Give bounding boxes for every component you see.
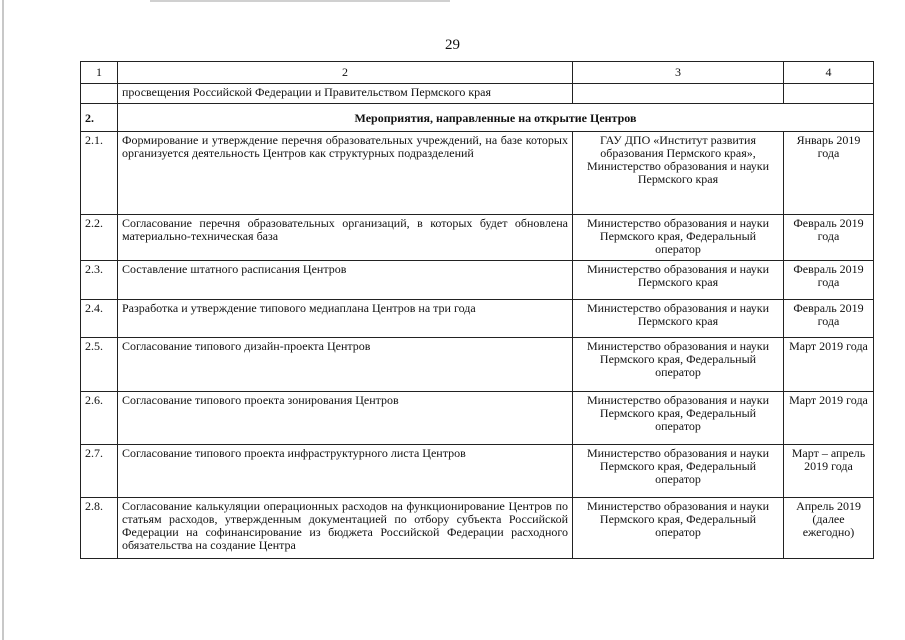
row-number: 2.1. (81, 132, 118, 215)
row-responsible: Министерство образования и науки Пермского края, Федеральный оператор (573, 215, 784, 261)
row-responsible: Министерство образования и науки Пермского края (573, 300, 784, 338)
plan-table (80, 61, 874, 559)
table-row-2-5 (81, 338, 874, 392)
scan-edge-top (150, 0, 450, 2)
row-deadline: Февраль 2019 года (784, 300, 874, 338)
scan-edge-left (2, 0, 4, 640)
row-description: Разработка и утверждение типового медиаплана Центров на три года (118, 300, 573, 338)
table-header-row (81, 62, 874, 84)
header-cell-2: 2 (118, 62, 573, 84)
table-row-2-2 (81, 215, 874, 261)
page-number: 29 (445, 37, 460, 53)
row-number: 2.6. (81, 392, 118, 445)
row-deadline: Февраль 2019 года (784, 215, 874, 261)
row-description: Согласование типового проекта инфраструктурного листа Центров (118, 445, 573, 498)
table-row-2-4 (81, 300, 874, 338)
row-responsible: ГАУ ДПО «Институт развития образования Пермского края», Министерство образования и науки Пермского края (573, 132, 784, 215)
row-deadline: Март 2019 года (784, 338, 874, 392)
row-description: Составление штатного расписания Центров (118, 261, 573, 300)
row-number: 2.8. (81, 498, 118, 559)
row-description: Формирование и утверждение перечня образовательных учреждений, на базе которых организуется деятельность Центров как структурных подразделений (118, 132, 573, 215)
row-deadline: Январь 2019 года (784, 132, 874, 215)
row-responsible: Министерство образования и науки Пермского края, Федеральный оператор (573, 392, 784, 445)
header-cell-3: 3 (573, 62, 784, 84)
row-number: 2.7. (81, 445, 118, 498)
table-row-2-3 (81, 261, 874, 300)
row-responsible: Министерство образования и науки Пермского края, Федеральный оператор (573, 338, 784, 392)
row-deadline: Март – апрель 2019 года (784, 445, 874, 498)
row-responsible: Министерство образования и науки Пермского края, Федеральный оператор (573, 498, 784, 559)
header-cell-1: 1 (81, 62, 118, 84)
table-row-2-7 (81, 445, 874, 498)
continuation-num-cell (81, 84, 118, 104)
row-number: 2.3. (81, 261, 118, 300)
section-title: Мероприятия, направленные на открытие Центров (118, 104, 874, 132)
row-description: Согласование типового проекта зонирования Центров (118, 392, 573, 445)
row-responsible: Министерство образования и науки Пермского края, Федеральный оператор (573, 445, 784, 498)
continuation-row (81, 84, 874, 104)
row-deadline: Февраль 2019 года (784, 261, 874, 300)
section-number: 2. (81, 104, 118, 132)
row-number: 2.2. (81, 215, 118, 261)
row-description: Согласование типового дизайн-проекта Центров (118, 338, 573, 392)
row-number: 2.4. (81, 300, 118, 338)
row-responsible: Министерство образования и науки Пермского края (573, 261, 784, 300)
header-cell-4: 4 (784, 62, 874, 84)
continuation-deadline-cell (784, 84, 874, 104)
row-description: Согласование калькуляции операционных расходов на функционирование Центров по статьям расходов, утвержденным документацией по отбору субъекта Российской Федерации на софинансирование из бюджета Российской Федерации расходного обязательства на создание Центра (118, 498, 573, 559)
row-description: Согласование перечня образовательных организаций, в которых будет обновлена материально-техническая база (118, 215, 573, 261)
row-number: 2.5. (81, 338, 118, 392)
table-row-2-1 (81, 132, 874, 215)
continuation-responsible-cell (573, 84, 784, 104)
row-deadline: Апрель 2019 (далее ежегодно) (784, 498, 874, 559)
table-row-2-6 (81, 392, 874, 445)
continuation-text: просвещения Российской Федерации и Правительством Пермского края (118, 84, 573, 104)
row-deadline: Март 2019 года (784, 392, 874, 445)
table-row-2-8 (81, 498, 874, 559)
section-row (81, 104, 874, 132)
